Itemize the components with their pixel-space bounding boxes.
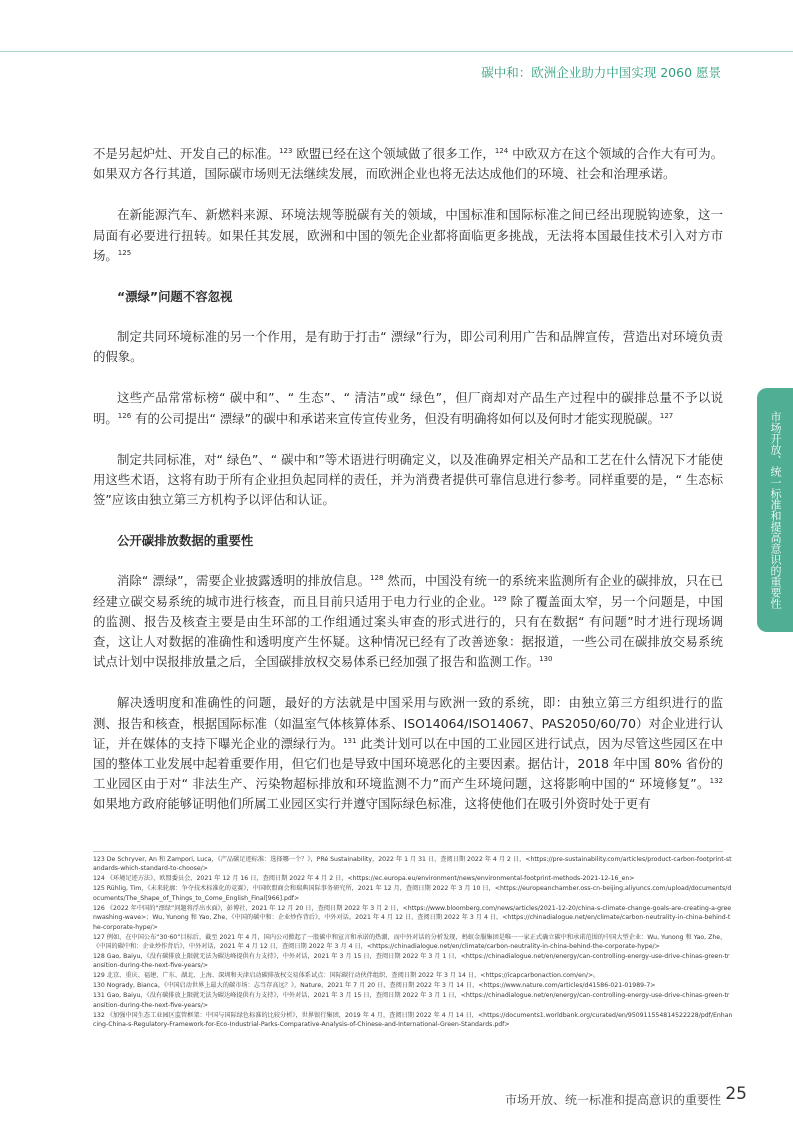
chapter-side-tab-label: 市场开放、统一标准和提高意识的重要性 bbox=[769, 411, 782, 609]
paragraph-6: 消除“ 漂绿”，需要企业披露透明的排放信息。$^{128}$ 然而，中国没有统一的系统来监测所有企业的碳排放，只在已经建立碳交易系统的城市进行核查，而且目前只适用于电力行业的企业。$^{129}$ 除了覆盖面太窄，另一个问题是，中国的监测、报告及核查主要是由生环部的工作组通过案头审查的形式进行的，只有在数据“ 有问题”时才进行现场调查，这让人对数据的准确性和透明度产生怀疑。这种情况已经有了改善迹象：据报道，一些公司在碳排放交易系统试点计划中误报排放量之后，全国碳排放权交易体系已经加强了报告和监测工作。$^{130}$ bbox=[93, 573, 723, 670]
footnote-ref-126[interactable]: 126 bbox=[117, 411, 132, 420]
running-footer-title: 市场开放、统一标准和提高意识的重要性 bbox=[504, 1093, 721, 1107]
footnote-ref-127[interactable]: 127 bbox=[659, 411, 674, 420]
footnote-divider bbox=[93, 851, 723, 852]
paragraph-4: 这些产品常常标榜“ 碳中和”、“ 生态”、“ 清洁”或“ 绿色”，但厂商却对产品生产过程中的碳排总量不予以说明。$^{126}$ 有的公司提出“ 漂绿”的碳中和承诺来宣传宣传业务，但没有明确将如何以及何时才能实现脱碳。$^{127}$ bbox=[93, 390, 723, 426]
footnote-ref-124[interactable]: 124 bbox=[494, 146, 509, 155]
paragraph-3: 制定共同环境标准的另一个作用，是有助于打击“ 漂绿”行为，即公司利用广告和品牌宣传，营造出对环境负责的假象。 bbox=[93, 329, 723, 365]
section-heading-greenwashing: “漂绿”问题不容忽视 bbox=[117, 289, 233, 305]
footnote-130: 130 Nogrady, Bianca，《中国启动世界上最大的碳市场：志当存高远？》，Nature，2021 年 7 月 20 日，查阅日期 2022 年 3 月 14 日，<https://www.nature.com/articles/d41586-021-01989-7> bbox=[93, 982, 656, 990]
footnote-ref-132[interactable]: 132 bbox=[709, 777, 723, 786]
footnote-127: 127 例如，在中国公布“30·60”目标后，截至 2021 年 4 月，国内公司掀起了一股碳中和宣言和承诺的热潮，而中外对话的分析发现，蚂蚁金服集团是唯一一家正式确立碳中和承诺范围的中国大型企业：Wu, Yunong 和 Yao, Zhe，《中国的碳中和：企业炒作背后》，中外对话，2021 年 4 月 12 日，查阅日期 2022 年 3 月 4 日，<https://chinadialogue.net/en/climate/carbon-neutrality-in-china-behind-the-corporate-hype/> bbox=[93, 933, 727, 951]
header-divider bbox=[0, 51, 793, 52]
footnote-132: 132 《加强中国生态工业园区监管框架：中国与国际绿色标准的比较分析》，世界银行集团，2019 年 4 月，查阅日期 2022 年 4 月 14 日，<https://documents1.worldbank.org/curated/en/950911554814522228/pdf/Enhancing-China-s-Regulatory-Framework-for-Eco-Industrial-Parks-Comparative-Analysis-of-Chinese-and-International-Green-Standards.pdf> bbox=[93, 1011, 733, 1029]
footnote-124: 124 《环境足迹方法》，欧盟委员会，2021 年 12 月 16 日，查阅日期 2022 年 4 月 2 日，<https://ec.europa.eu/environment/news/environmental-footprint-methods-2021-12-16_en> bbox=[93, 875, 635, 883]
footnote-ref-128[interactable]: 128 bbox=[370, 574, 384, 583]
paragraph-2: 在新能源汽车、新燃料来源、环境法规等脱碳有关的领域，中国标准和国际标准之间已经出现脱钩迹象，这一局面有必要进行扭转。如果任其发展，欧洲和中国的领先企业都将面临更多挑战，无法将本国最佳技术引入对方市场。$^{125}$ bbox=[93, 207, 723, 263]
chapter-side-tab bbox=[757, 388, 793, 632]
footnote-ref-129[interactable]: 129 bbox=[493, 594, 507, 603]
body-text bbox=[93, 144, 723, 836]
footnote-125: 125 Rühlig, Tim，《未来轮廓：争夺技术标准化的竞赛》，中国欧盟商会和瑞典国际事务研究所，2021 年 12 月，查阅日期 2022 年 3 月 10 日，<https://europeanchamber.oss-cn-beijing.aliyuncs.com/upload/documents/documents/The_Shape_of_Things_to_Come_English_Final[966].pdf> bbox=[93, 885, 732, 902]
footnote-129: 129 北京、重庆、福建、广东、湖北、上海、深圳和天津启动碳排放权交易体系试点：国际碳行动伙伴组织，查阅日期 2022 年 3 月 14 日，<https://icapcarbonaction.com/en/>。 bbox=[93, 972, 600, 980]
footnotes bbox=[93, 855, 733, 1030]
page-number: 25 bbox=[725, 1084, 747, 1104]
footnote-ref-131[interactable]: 131 bbox=[343, 736, 357, 745]
paragraph-5: 制定共同标准，对“ 绿色”、“ 碳中和”等术语进行明确定义，以及准确界定相关产品和工艺在什么情况下才能使用这些术语，这将有助于所有企业担负起同样的责任，并为消费者提供可靠信息进行参考。同样重要的是，“ 生态标签”应该由独立第三方机构予以评估和认证。 bbox=[93, 451, 723, 508]
section-heading-emission-data: 公开碳排放数据的重要性 bbox=[117, 533, 254, 549]
footnote-128: 128 Gao, Baiyu，《没有碳排放上限就无法为碳达峰提供有力支持》，中外对话，2021 年 3 月 15 日，查阅日期 2022 年 3 月 1 日，<https://chinadialogue.net/en/energy/can-controlling-energy-use-drive-chinas-green-transition-during-the-next-five-years/> bbox=[93, 953, 730, 970]
footnote-126: 126 《2022 年中国的“漂绿”问题将浮出水面》，彭博社，2021 年 12 月 20 日，查阅日期 2022 年 3 月 2 日，<https://www.bloomberg.com/news/articles/2021-12-20/china-s-climate-change-goals-are-creating-a-greenwashing-wave>；Wu, Yunong 和 Yao, Zhe，《中国的碳中和：企业炒作背后》，中外对话，2021 年 4 月 12 日，查阅日期 2022 年 3 月 4 日，<https://chinadialogue.net/en/climate/carbon-neutrality-in-china-behind-the-corporate-hype/> bbox=[93, 904, 732, 931]
footnote-ref-130[interactable]: 130 bbox=[539, 655, 553, 664]
paragraph-7: 解决透明度和准确性的问题，最好的方法就是中国采用与欧洲一致的系统，即：由独立第三方组织进行的监测、报告和核查，根据国际标准（如温室气体核算体系、ISO14064/ISO14067、PAS2050/60/70）对企业进行认证，并在媒体的支持下曝光企业的漂绿行为。$^{131}$ 此类计划可以在中国的工业园区进行试点，因为尽管这些园区在中国的整体工业发展中起着重要作用，但它们也是导致中国环境恶化的主要因素。据估计，2018 年中国 80% 省份的工业园区由于对“ 非法生产、污染物超标排放和环境监测不力”而产生环境问题，这将影响中国的“ 环境修复”。$^{132}$ 如果地方政府能够证明他们所属工业园区实行并遵守国际绿色标准，这将使他们在吸引外资时处于更有 bbox=[93, 695, 723, 812]
footnote-123: 123 De Schryver, An 和 Zampori, Luca，《产品碳足迹标准：选择哪一个？》，PRé Sustainability，2022 年 1 月 31 日，查阅日期 2022 年 4 月 2 日，<https://pre-sustainability.com/articles/product-carbon-footprint-standards-which-standard-to-choose/> bbox=[93, 856, 732, 873]
footnote-131: 131 Gao, Baiyu，《没有碳排放上限就无法为碳达峰提供有力支持》，中外对话，2021 年 3 月 15 日，查阅日期 2022 年 3 月 1 日，<https://chinadialogue.net/en/energy/can-controlling-energy-use-drive-chinas-green-transition-during-the-next-five-years/> bbox=[93, 992, 730, 1009]
footnote-ref-125[interactable]: 125 bbox=[117, 248, 132, 257]
running-header-title: 碳中和：欧洲企业助力中国实现 2060 愿景 bbox=[481, 65, 721, 80]
paragraph-1: 不是另起炉灶、开发自己的标准。$^{123}$ 欧盟已经在这个领域做了很多工作，$^{124}$ 中欧双方在这个领域的合作大有可为。如果双方各行其道，国际碳市场则无法继续发展，而欧洲企业也将无法达成他们的环境、社会和治理承诺。 bbox=[93, 146, 723, 182]
footnote-ref-123[interactable]: 123 bbox=[279, 146, 293, 155]
